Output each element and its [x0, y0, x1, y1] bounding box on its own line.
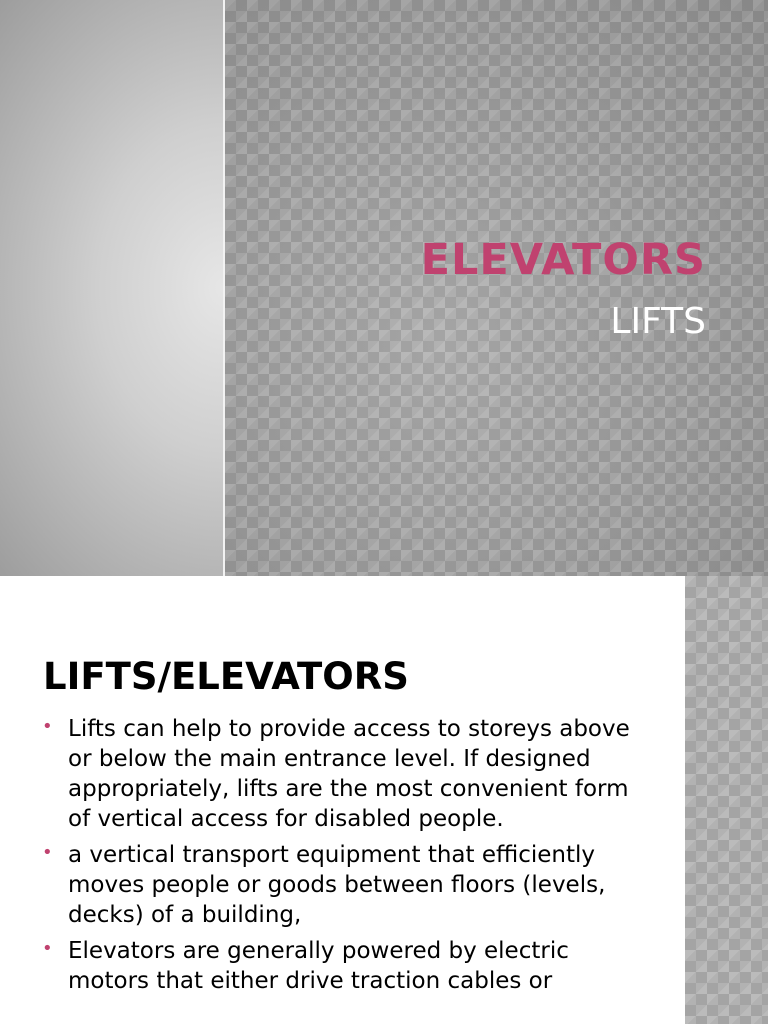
- slide-title: ELEVATORS: [420, 235, 706, 285]
- bullet-item: [42, 840, 652, 930]
- bullet-text: Lifts can help to provide access to storeys above or below the main entrance level. If designed appropriately, lifts are the most convenient form of vertical access for disabled people.: [68, 716, 630, 832]
- slide-patterned-panel: [225, 0, 768, 576]
- slide-left-gradient-panel: [0, 0, 223, 576]
- bullet-text: Elevators are generally powered by electric motors that either drive traction cables or: [68, 938, 569, 994]
- slide-patterned-strip: [685, 576, 768, 1024]
- bullet-icon: •: [42, 938, 53, 959]
- bullet-icon: •: [42, 842, 53, 863]
- content-slide: [0, 576, 768, 1024]
- bullet-text: a vertical transport equipment that efficiently moves people or goods between floors (levels, decks) of a building,: [68, 842, 606, 928]
- bullet-icon: •: [42, 716, 53, 737]
- bullet-list: [42, 714, 652, 1002]
- content-heading: LIFTS/ELEVATORS: [43, 655, 409, 698]
- bullet-item: [42, 936, 652, 996]
- bullet-item: [42, 714, 652, 834]
- slide-subtitle: LIFTS: [610, 301, 706, 342]
